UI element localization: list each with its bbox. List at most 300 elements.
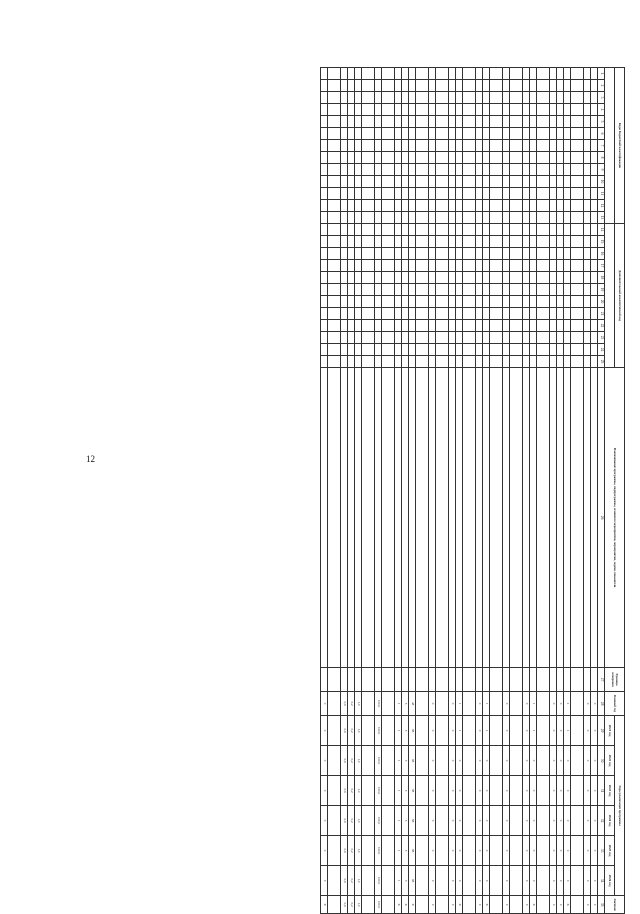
code-cell [449, 104, 456, 116]
code-cell [564, 200, 571, 212]
value-cell: 1 [456, 716, 463, 746]
code-cell [355, 236, 362, 248]
value-cell [463, 836, 476, 866]
value-cell [328, 716, 341, 746]
code-cell [429, 320, 436, 332]
code-cell [436, 176, 449, 188]
code-cell [476, 344, 483, 356]
value-cell: 0 [476, 896, 483, 914]
table-row [510, 68, 523, 914]
code-cell [490, 80, 503, 92]
code-cell [584, 164, 591, 176]
value-cell: X [409, 896, 416, 914]
value-cell: 1 [395, 866, 402, 896]
code-cell [483, 272, 490, 284]
code-cell [591, 140, 598, 152]
code-cell [416, 188, 429, 200]
code-cell [584, 104, 591, 116]
code-cell [463, 248, 476, 260]
code-cell [584, 224, 591, 236]
header-base-year: Базовый год [605, 692, 625, 716]
code-cell [537, 104, 550, 116]
value-cell: 0 [564, 836, 571, 866]
code-cell [449, 116, 456, 128]
code-cell [348, 236, 355, 248]
unit-cell [348, 668, 355, 692]
code-cell [564, 308, 571, 320]
code-cell [571, 140, 584, 152]
code-cell [348, 224, 355, 236]
code-cell [510, 224, 523, 236]
code-cell [328, 248, 341, 260]
program-name-cell [510, 368, 523, 668]
code-cell [476, 104, 483, 116]
value-cell: 1 [395, 692, 402, 716]
code-cell [449, 308, 456, 320]
value-cell: 0,2 [348, 692, 355, 716]
code-cell [395, 200, 402, 212]
column-number: 20 [598, 296, 605, 308]
code-cell [591, 104, 598, 116]
code-cell [490, 308, 503, 320]
code-cell [348, 344, 355, 356]
code-cell [523, 176, 530, 188]
code-cell [382, 248, 395, 260]
code-cell [409, 140, 416, 152]
code-cell [362, 188, 375, 200]
value-cell: X [483, 896, 490, 914]
header-year-5: 2025 год [605, 836, 615, 866]
value-cell: 0,9 [341, 776, 348, 806]
code-cell [375, 212, 382, 224]
value-cell [416, 746, 429, 776]
code-cell [416, 272, 429, 284]
code-cell [550, 104, 557, 116]
code-cell [382, 284, 395, 296]
code-cell [355, 356, 362, 368]
code-cell [564, 320, 571, 332]
code-cell [510, 212, 523, 224]
value-cell: 0 [476, 836, 483, 866]
code-cell [591, 188, 598, 200]
column-number: 10 [598, 176, 605, 188]
value-cell: 0 [503, 836, 510, 866]
code-cell [449, 332, 456, 344]
value-cell: 0 [429, 776, 436, 806]
code-cell [550, 260, 557, 272]
value-cell: 0 [557, 716, 564, 746]
value-cell: 0,2 [348, 776, 355, 806]
code-cell [328, 224, 341, 236]
code-cell [456, 188, 463, 200]
value-cell [537, 896, 550, 914]
code-cell [564, 68, 571, 80]
code-cell [490, 332, 503, 344]
code-cell [348, 116, 355, 128]
code-cell [341, 356, 348, 368]
code-cell [510, 272, 523, 284]
unit-cell [537, 668, 550, 692]
program-name-cell [416, 368, 429, 668]
value-cell: 0 [550, 776, 557, 806]
table-row [550, 68, 557, 914]
value-cell [362, 836, 375, 866]
code-cell [537, 152, 550, 164]
code-cell [571, 308, 584, 320]
value-cell: 0 [550, 896, 557, 914]
code-cell [416, 140, 429, 152]
column-number: 34 [598, 866, 605, 896]
code-cell [584, 236, 591, 248]
code-cell [456, 284, 463, 296]
table-row [449, 68, 456, 914]
value-cell [382, 746, 395, 776]
code-cell [591, 356, 598, 368]
code-cell [463, 320, 476, 332]
code-cell [375, 152, 382, 164]
value-cell: 100,0 [375, 716, 382, 746]
value-cell: 100,0 [375, 692, 382, 716]
value-cell: 0 [429, 836, 436, 866]
code-cell [483, 320, 490, 332]
code-cell [557, 260, 564, 272]
value-cell [436, 776, 449, 806]
code-cell [503, 356, 510, 368]
code-cell [321, 80, 328, 92]
code-cell [571, 80, 584, 92]
code-cell [409, 296, 416, 308]
value-cell [382, 806, 395, 836]
code-cell [584, 296, 591, 308]
code-cell [436, 152, 449, 164]
code-cell [564, 236, 571, 248]
code-cell [409, 212, 416, 224]
code-cell [402, 296, 409, 308]
code-cell [456, 248, 463, 260]
value-cell: 0 [591, 776, 598, 806]
table-row [395, 68, 402, 914]
code-cell [476, 284, 483, 296]
code-cell [591, 80, 598, 92]
code-cell [341, 128, 348, 140]
code-cell [557, 128, 564, 140]
code-cell [557, 224, 564, 236]
value-cell: 0 [503, 776, 510, 806]
value-cell [510, 776, 523, 806]
code-cell [503, 92, 510, 104]
code-cell [523, 164, 530, 176]
unit-cell [550, 668, 557, 692]
code-cell [416, 116, 429, 128]
code-cell [328, 188, 341, 200]
code-cell [382, 308, 395, 320]
value-cell: 0 [449, 806, 456, 836]
code-cell [591, 212, 598, 224]
value-cell: 1 [483, 692, 490, 716]
code-cell [463, 104, 476, 116]
table-row [436, 68, 449, 914]
value-cell: 0 [456, 746, 463, 776]
value-cell: X [564, 896, 571, 914]
code-cell [341, 272, 348, 284]
code-cell [402, 284, 409, 296]
value-cell [490, 716, 503, 746]
code-cell [348, 200, 355, 212]
code-cell [362, 344, 375, 356]
code-cell [449, 260, 456, 272]
code-cell [321, 272, 328, 284]
code-cell [456, 320, 463, 332]
value-cell: 0 [321, 692, 328, 716]
code-cell [530, 92, 537, 104]
code-cell [490, 152, 503, 164]
value-cell: 0 [591, 836, 598, 866]
code-cell [537, 128, 550, 140]
code-cell [416, 80, 429, 92]
value-cell [571, 776, 584, 806]
code-cell [503, 320, 510, 332]
value-cell [362, 896, 375, 914]
code-cell [550, 128, 557, 140]
code-cell [571, 92, 584, 104]
code-cell [348, 104, 355, 116]
value-cell: 1 [564, 692, 571, 716]
code-cell [564, 344, 571, 356]
code-cell [463, 92, 476, 104]
code-cell [355, 128, 362, 140]
code-cell [530, 116, 537, 128]
code-cell [362, 356, 375, 368]
code-cell [483, 80, 490, 92]
value-cell [328, 836, 341, 866]
code-cell [564, 128, 571, 140]
code-cell [375, 332, 382, 344]
value-cell: 0 [550, 836, 557, 866]
code-cell [537, 344, 550, 356]
code-cell [483, 128, 490, 140]
value-cell: 0 [523, 716, 530, 746]
code-cell [321, 236, 328, 248]
code-cell [530, 152, 537, 164]
code-cell [429, 308, 436, 320]
code-cell [591, 272, 598, 284]
code-cell [537, 92, 550, 104]
table-row [490, 68, 503, 914]
code-cell [355, 284, 362, 296]
code-cell [395, 284, 402, 296]
code-cell [321, 176, 328, 188]
value-cell [490, 896, 503, 914]
unit-cell [375, 668, 382, 692]
code-cell [436, 344, 449, 356]
header-budget-codes: Коды бюджетной классификации [615, 68, 625, 224]
code-cell [564, 224, 571, 236]
column-number: 35 [598, 896, 605, 914]
code-cell [483, 200, 490, 212]
value-cell [463, 746, 476, 776]
value-cell [490, 746, 503, 776]
code-cell [321, 224, 328, 236]
value-cell: 0 [449, 746, 456, 776]
code-cell [503, 200, 510, 212]
code-cell [571, 176, 584, 188]
code-cell [476, 272, 483, 284]
code-cell [476, 164, 483, 176]
code-cell [328, 296, 341, 308]
value-cell: 0 [456, 776, 463, 806]
code-cell [483, 284, 490, 296]
code-cell [503, 236, 510, 248]
value-cell: 0 [429, 746, 436, 776]
value-cell [416, 866, 429, 896]
code-cell [557, 332, 564, 344]
code-cell [564, 92, 571, 104]
code-cell [591, 284, 598, 296]
code-cell [348, 176, 355, 188]
code-cell [382, 200, 395, 212]
code-cell [584, 92, 591, 104]
code-cell [375, 272, 382, 284]
value-cell: 0 [321, 776, 328, 806]
code-cell [476, 116, 483, 128]
code-cell [463, 164, 476, 176]
code-cell [321, 296, 328, 308]
code-cell [510, 284, 523, 296]
code-cell [523, 104, 530, 116]
code-cell [503, 344, 510, 356]
value-cell: 0 [557, 776, 564, 806]
value-cell [537, 776, 550, 806]
column-number: 22 [598, 320, 605, 332]
code-cell [550, 200, 557, 212]
code-cell [510, 188, 523, 200]
code-cell [395, 164, 402, 176]
program-name-cell [537, 368, 550, 668]
code-cell [328, 200, 341, 212]
code-cell [382, 128, 395, 140]
value-cell: 0 [557, 866, 564, 896]
code-cell [436, 92, 449, 104]
code-cell [550, 188, 557, 200]
code-cell [449, 248, 456, 260]
code-cell [402, 236, 409, 248]
code-cell [348, 284, 355, 296]
value-cell [537, 866, 550, 896]
code-cell [375, 164, 382, 176]
value-cell [571, 806, 584, 836]
code-cell [395, 356, 402, 368]
code-cell [382, 224, 395, 236]
code-cell [490, 356, 503, 368]
code-cell [416, 164, 429, 176]
unit-cell [571, 668, 584, 692]
code-cell [591, 320, 598, 332]
code-cell [328, 92, 341, 104]
code-cell [355, 200, 362, 212]
code-cell [571, 104, 584, 116]
unit-cell [476, 668, 483, 692]
code-cell [510, 332, 523, 344]
code-cell [550, 116, 557, 128]
code-cell [321, 356, 328, 368]
code-cell [591, 152, 598, 164]
value-cell: 0 [584, 716, 591, 746]
code-cell [341, 140, 348, 152]
header-extra-subcols [605, 224, 615, 368]
code-cell [550, 176, 557, 188]
code-cell [402, 248, 409, 260]
code-cell [402, 80, 409, 92]
code-cell [530, 188, 537, 200]
value-cell: 0 [449, 716, 456, 746]
unit-cell [321, 668, 328, 692]
code-cell [321, 308, 328, 320]
code-cell [456, 212, 463, 224]
program-name-cell [584, 368, 591, 668]
code-cell [341, 344, 348, 356]
program-name-cell [550, 368, 557, 668]
code-cell [341, 248, 348, 260]
code-cell [362, 236, 375, 248]
code-cell [557, 176, 564, 188]
code-cell [530, 272, 537, 284]
value-cell [510, 806, 523, 836]
code-cell [409, 344, 416, 356]
code-cell [490, 260, 503, 272]
code-cell [341, 92, 348, 104]
table-row [483, 68, 490, 914]
code-cell [483, 296, 490, 308]
code-cell [449, 212, 456, 224]
column-number: 3 [598, 92, 605, 104]
unit-cell [409, 668, 416, 692]
code-cell [537, 200, 550, 212]
code-cell [483, 152, 490, 164]
code-cell [537, 68, 550, 80]
code-cell [348, 128, 355, 140]
code-cell [523, 140, 530, 152]
value-cell: 0,2 [348, 866, 355, 896]
code-cell [510, 296, 523, 308]
value-cell: 0,9 [341, 866, 348, 896]
code-cell [429, 344, 436, 356]
value-cell: 0 [530, 776, 537, 806]
code-cell [321, 140, 328, 152]
code-cell [483, 308, 490, 320]
code-cell [402, 128, 409, 140]
code-cell [395, 116, 402, 128]
value-cell: 100,0 [375, 836, 382, 866]
code-cell [341, 284, 348, 296]
value-cell: 0 [476, 716, 483, 746]
code-cell [510, 260, 523, 272]
value-cell [490, 692, 503, 716]
code-cell [402, 332, 409, 344]
code-cell [321, 116, 328, 128]
code-cell [328, 260, 341, 272]
value-cell [436, 806, 449, 836]
code-cell [429, 68, 436, 80]
code-cell [402, 188, 409, 200]
code-cell [503, 188, 510, 200]
code-cell [463, 236, 476, 248]
code-cell [328, 308, 341, 320]
column-number: 16 [598, 248, 605, 260]
code-cell [510, 80, 523, 92]
code-cell [402, 356, 409, 368]
value-cell: 1 [483, 716, 490, 746]
code-cell [550, 152, 557, 164]
